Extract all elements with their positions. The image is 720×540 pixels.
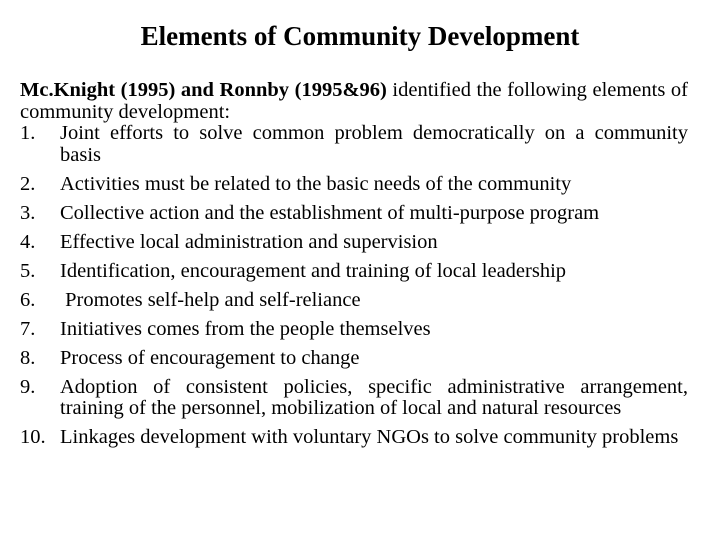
list-item — [20, 348, 688, 370]
list-item-number: 6. — [20, 288, 36, 311]
slide-body — [20, 80, 688, 449]
list-item-number: 2. — [20, 172, 36, 195]
list-item-text: Adoption of consistent policies, specific administrative arrangement, training of the personnel, mobilization of local and natural resources — [60, 375, 688, 419]
list-item-number: 4. — [20, 230, 36, 253]
list-item-text: Promotes self-help and self-reliance — [60, 288, 361, 311]
list-item-text: Initiatives comes from the people themselves — [60, 317, 431, 340]
list-item-text: Activities must be related to the basic needs of the community — [60, 172, 572, 195]
list-item — [20, 377, 688, 420]
page-title: Elements of Community Development — [140, 21, 580, 51]
elements-list — [20, 123, 688, 449]
list-item — [20, 203, 688, 225]
list-item — [20, 290, 688, 312]
list-item-text: Identification, encouragement and training of local leadership — [60, 259, 567, 282]
list-item — [20, 261, 688, 283]
list-item-number: 10. — [20, 426, 46, 448]
list-item-text: Linkages development with voluntary NGOs to solve community problems — [60, 426, 679, 448]
list-item — [20, 123, 688, 166]
list-item — [20, 232, 688, 254]
list-item-text: Collective action and the establishment of multi-purpose program — [60, 201, 600, 224]
list-item-number: 7. — [20, 317, 36, 340]
list-item-number: 1. — [20, 122, 36, 144]
list-item-text: Joint efforts to solve common problem democratically on a community basis — [60, 122, 688, 166]
list-item-text: Process of encouragement to change — [60, 346, 360, 369]
intro-authors: Mc.Knight (1995) and Ronnby (1995&96) — [20, 79, 387, 101]
intro-paragraph — [20, 80, 688, 123]
list-item-number: 9. — [20, 375, 36, 398]
list-item — [20, 319, 688, 341]
list-item — [20, 427, 688, 449]
list-item-number: 5. — [20, 259, 36, 282]
list-item — [20, 174, 688, 196]
list-item-text: Effective local administration and supervision — [60, 230, 438, 253]
list-item-number: 3. — [20, 201, 36, 224]
intro-text: identified the following elements of community development: — [20, 79, 688, 123]
list-item-number: 8. — [20, 346, 36, 369]
